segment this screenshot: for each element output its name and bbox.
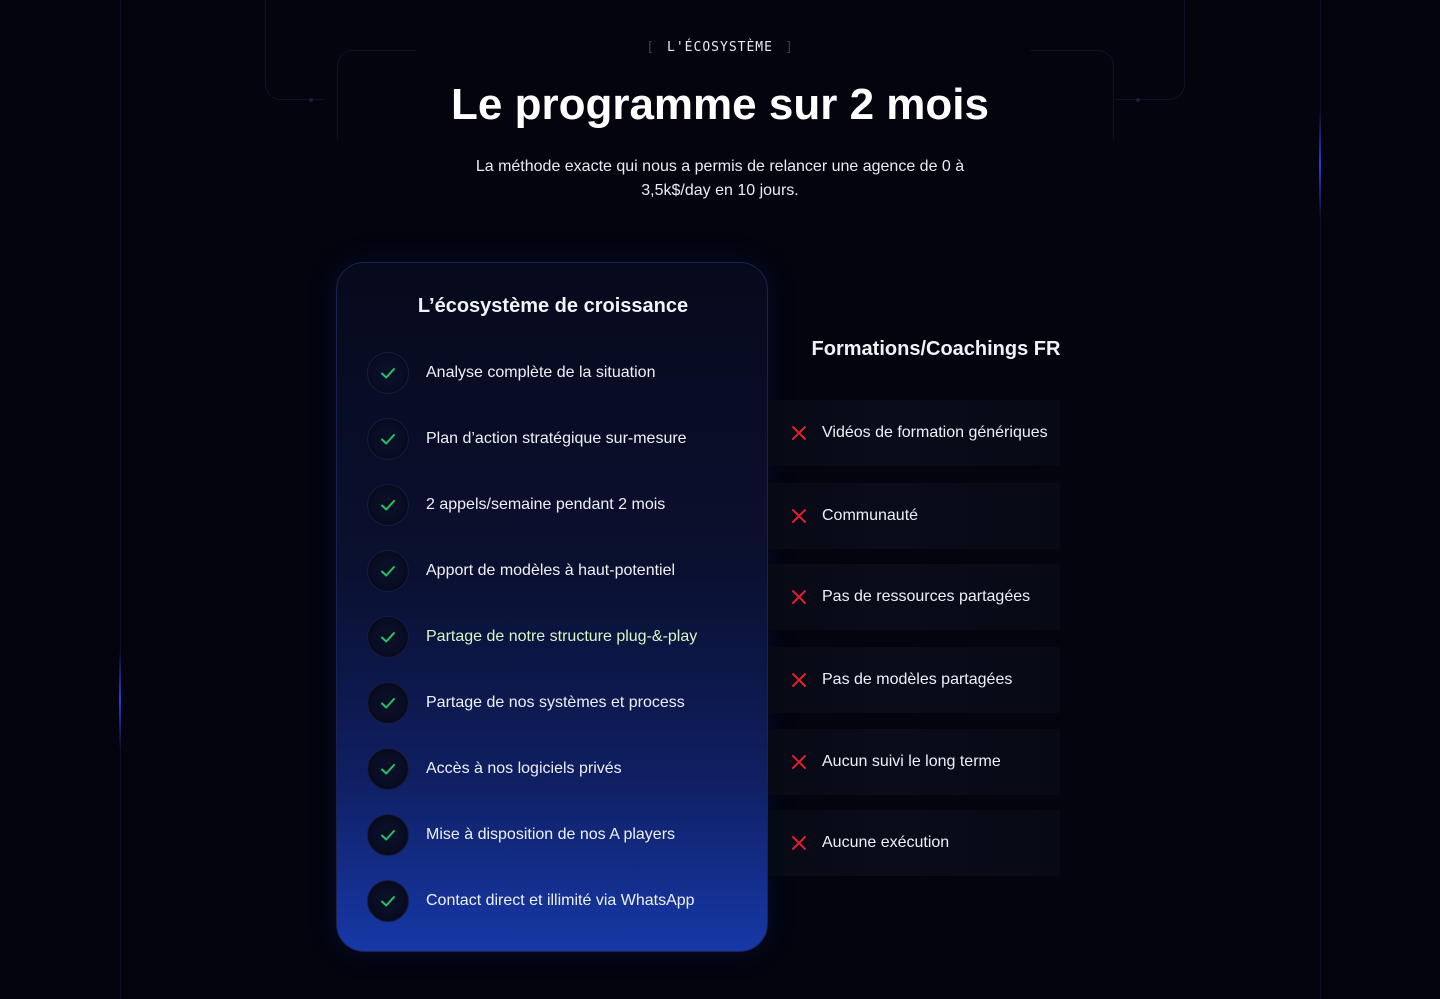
- ecosystem-item: [367, 417, 687, 461]
- check-icon: [367, 616, 409, 658]
- cross-icon: [790, 424, 808, 442]
- cross-icon: [790, 588, 808, 606]
- check-icon: [367, 352, 409, 394]
- comparison-row: [768, 564, 1060, 630]
- ecosystem-item-label: Accès à nos logiciels privés: [426, 760, 622, 777]
- check-icon: [367, 550, 409, 592]
- check-icon: [367, 418, 409, 460]
- ecosystem-item-label: Apport de modèles à haut-potentiel: [426, 562, 676, 579]
- page-subtitle: La méthode exacte qui nous a permis de relancer une agence de 0 à 3,5k$/day en 10 jours.: [475, 158, 965, 199]
- bracket-left-icon: [: [646, 40, 656, 55]
- ecosystem-item: [367, 879, 695, 923]
- comparison-row-label: Communauté: [822, 507, 919, 524]
- ecosystem-item: [367, 681, 685, 725]
- ecosystem-item-label: Analyse complète de la situation: [426, 364, 656, 381]
- comparison-row: [768, 810, 1060, 876]
- comparison-row-label: Vidéos de formation génériques: [822, 424, 1048, 441]
- check-icon: [367, 682, 409, 724]
- check-icon: [367, 484, 409, 526]
- ecosystem-item: [367, 351, 655, 395]
- ecosystem-item-label: Plan d’action stratégique sur-mesure: [426, 430, 687, 447]
- ecosystem-item: [367, 813, 675, 857]
- comparison-row-label: Pas de ressources partagées: [822, 588, 1031, 605]
- check-icon: [367, 880, 409, 922]
- ecosystem-item: [367, 483, 665, 527]
- comparison-row-label: Aucun suivi le long terme: [822, 753, 1001, 770]
- ecosystem-item-label: 2 appels/semaine pendant 2 mois: [426, 496, 666, 513]
- ecosystem-item: [367, 549, 675, 593]
- ecosystem-item-label: Partage de notre structure plug-&-play: [426, 628, 698, 645]
- cross-icon: [790, 753, 808, 771]
- ecosystem-item: [367, 747, 622, 791]
- ecosystem-item-label: Mise à disposition de nos A players: [426, 826, 676, 843]
- eyebrow-label: L'ÉCOSYSTÈME: [667, 40, 773, 55]
- bracket-right-icon: ]: [784, 40, 794, 55]
- section-eyebrow: [0, 40, 1440, 55]
- ecosystem-card-title: L’écosystème de croissance: [417, 295, 689, 317]
- check-icon: [367, 748, 409, 790]
- ecosystem-item-label: Contact direct et illimité via WhatsApp: [426, 892, 695, 909]
- cross-icon: [790, 671, 808, 689]
- comparison-row-label: Aucune exécution: [822, 834, 950, 851]
- decor-glow-left: [119, 650, 121, 750]
- comparison-row: [768, 729, 1060, 795]
- check-icon: [367, 814, 409, 856]
- decor-line-left: [120, 0, 121, 999]
- cross-icon: [790, 834, 808, 852]
- ecosystem-item: [367, 615, 697, 659]
- ecosystem-card: [336, 262, 768, 952]
- cross-icon: [790, 507, 808, 525]
- comparison-title: Formations/Coachings FR: [811, 338, 1061, 360]
- comparison-row: [768, 400, 1060, 466]
- comparison-row: [768, 483, 1060, 549]
- ecosystem-item-label: Partage de nos systèmes et process: [426, 694, 685, 711]
- comparison-row: [768, 647, 1060, 713]
- comparison-row-label: Pas de modèles partagées: [822, 671, 1013, 688]
- page-title: Le programme sur 2 mois: [451, 80, 989, 129]
